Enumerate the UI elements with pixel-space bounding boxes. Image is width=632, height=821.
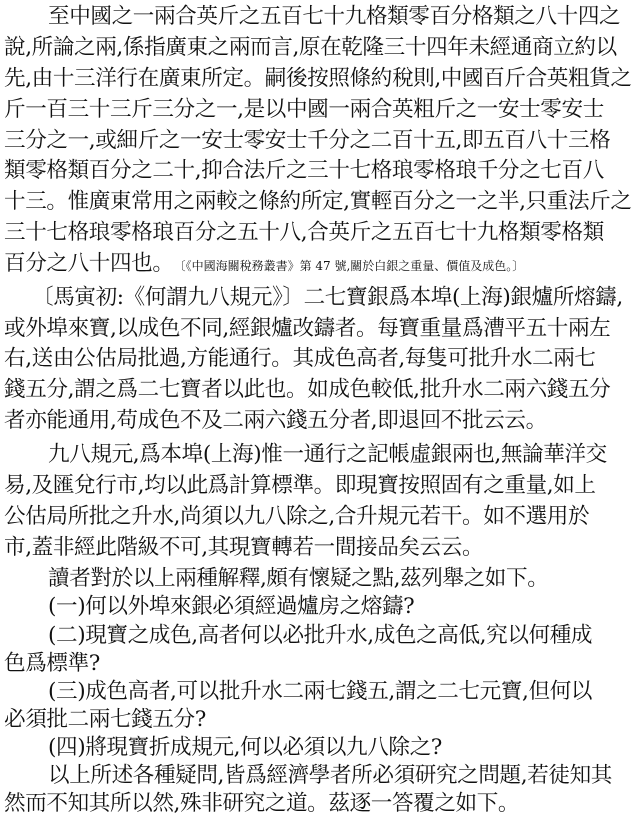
question-1: (一)何以外埠來銀必須經過爐房之熔鑄? bbox=[48, 594, 415, 620]
question-2-line-2: 色爲標準? bbox=[4, 650, 100, 676]
paragraph-3-line-3: 公估局所批之升水,尚須以九八除之,合升規元若干。如不選用於 bbox=[4, 503, 590, 529]
paragraph-4-line-1: 讀者對於以上兩種解釋,頗有懷疑之點,茲列舉之如下。 bbox=[48, 566, 549, 592]
paragraph-2-line-1: 〔馬寅初:《何謂九八規元》〕二七寶銀爲本埠(上海)銀爐所熔鑄, bbox=[32, 284, 623, 310]
question-3-line-1: (三)成色高者,可以批升水二兩七錢五,謂之二七元寶,但何以 bbox=[48, 678, 593, 704]
paragraph-2-line-4: 錢五分,謂之爲二七寶者以此也。如成色較低,批升水二兩六錢五分 bbox=[4, 377, 611, 403]
paragraph-1-line-4: 斤一百三十三斤三分之一,是以中國一兩合英粗斤之一安士零安士 bbox=[4, 96, 604, 122]
paragraph-3-line-1: 九八規元,爲本埠(上海)惟一通行之記帳虛銀兩也,無論華洋交 bbox=[48, 441, 607, 467]
paragraph-1-line-1: 至中國之一兩合英斤之五百七十九格類零百分格類之八十四之 bbox=[48, 4, 621, 29]
paragraph-3-line-2: 易,及匯兌行市,均以此爲計算標準。即現寶按照固有之重量,如上 bbox=[4, 472, 596, 498]
paragraph-1-line-5: 三分之一,或細斤之一安士零安士千分之二百十五,即五百八十三格 bbox=[4, 127, 611, 153]
paragraph-5-line-1: 以上所述各種疑問,皆爲經濟學者所必須研究之問題,若徒知其 bbox=[48, 762, 612, 788]
paragraph-2-line-2: 或外埠來寶,以成色不同,經銀爐改鑄者。每寶重量爲漕平五十兩左 bbox=[4, 315, 611, 341]
paragraph-1-line-2: 說,所論之兩,係指廣東之兩而言,原在乾隆三十四年未經通商立約以 bbox=[4, 34, 617, 60]
paragraph-1-line-6: 類零格類百分之二十,抑合法斤之三十七格琅零格琅千分之七百八 bbox=[4, 158, 604, 184]
paragraph-1-line-3: 先,由十三洋行在廣東所定。嗣後按照條約稅則,中國百斤合英粗貨之 bbox=[4, 65, 632, 91]
source-note: 〔《中國海關稅務叢書》第 47 號,關於白銀之重量、價值及成色。〕 bbox=[179, 259, 525, 274]
question-3-line-2: 必須批二兩七錢五分? bbox=[4, 706, 206, 732]
paragraph-2-line-5: 者亦能通用,苟成色不及二兩六錢五分者,即退回不批云云。 bbox=[4, 408, 547, 434]
paragraph-1-line-7: 十三。惟廣東常用之兩較之條約所定,實輕百分之一之半,只重法斤之 bbox=[4, 189, 632, 215]
paragraph-5-line-2: 然而不知其所以然,殊非研究之道。茲逐一答覆之如下。 bbox=[4, 790, 520, 816]
paragraph-1-line-9 bbox=[4, 249, 524, 279]
paragraph-2-line-3: 右,送由公估局批過,方能通行。其成色高者,每隻可批升水二兩七 bbox=[4, 346, 596, 372]
paragraph-1-line-8: 三十七格琅零格琅百分之五十八,合英斤之五百七十九格類零格類 bbox=[4, 220, 604, 246]
question-4: (四)將現寶折成規元,何以必須以九八除之? bbox=[48, 734, 442, 760]
question-2-line-1: (二)現寶之成色,高者何以必批升水,成色之高低,究以何種成 bbox=[48, 622, 593, 648]
paragraph-1-line-9-text: 百分之八十四也。 bbox=[4, 251, 174, 277]
paragraph-3-line-4: 市,蓋非經此階級不可,其現寶轉若一間接品矣云云。 bbox=[4, 534, 484, 560]
